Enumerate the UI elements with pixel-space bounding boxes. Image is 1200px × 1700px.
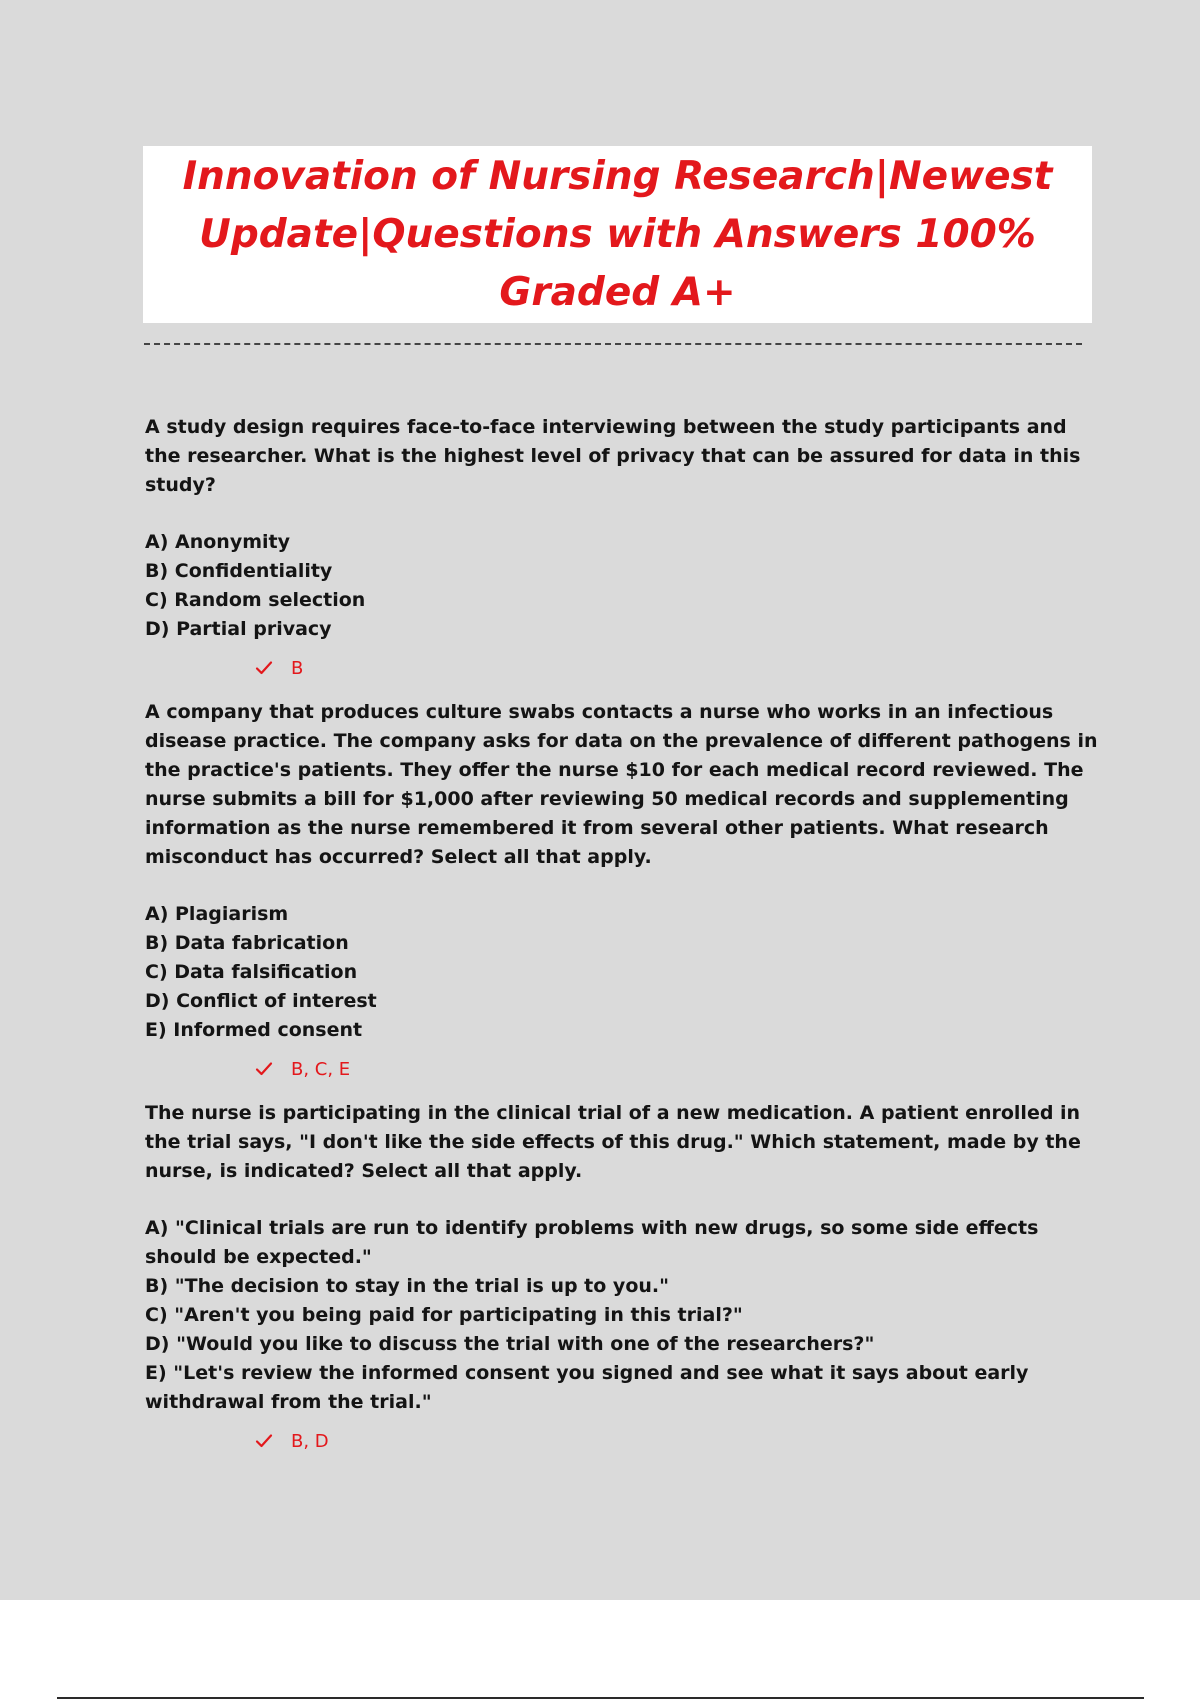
question-3-stem: The nurse is participating in the clinical trial of a new medication. A patient enrolled in the trial says, "I don't like the side effects of this drug." Which statement, made by the nurse, is indicated? Select all that apply. <box>145 1102 1081 1182</box>
question-1 <box>145 413 1105 682</box>
question-3-option-e: E) "Let's review the informed consent you signed and see what it says about early withdrawal from the trial." <box>145 1362 1029 1413</box>
question-2-option-b: B) Data fabrication <box>145 932 349 954</box>
title-divider <box>144 343 1082 345</box>
title-box <box>143 146 1092 323</box>
question-2-stem: A company that produces culture swabs contacts a nurse who works in an infectious disease practice. The company asks for data on the prevalence of different pathogens in the practice's patients. They offer the nurse $10 for each medical record reviewed. The nurse submits a bill for $1,000 after reviewing 50 medical records and supplementing information as the nurse remembered it from several other patients. What research misconduct has occurred? Select all that apply. <box>145 701 1098 868</box>
question-1-answer <box>255 654 1105 682</box>
check-icon <box>255 659 273 677</box>
document-title: Innovation of Nursing Research|Newest Update|Questions with Answers 100% Graded A+ <box>182 153 1053 315</box>
question-1-option-d: D) Partial privacy <box>145 618 332 640</box>
check-icon <box>255 1432 273 1450</box>
question-1-option-a: A) Anonymity <box>145 531 290 553</box>
question-3-options <box>145 1214 1105 1417</box>
question-3-answer-text: B, D <box>291 1430 329 1452</box>
question-2-answer-text: B, C, E <box>291 1058 351 1080</box>
question-list <box>145 413 1105 1455</box>
question-2-option-a: A) Plagiarism <box>145 903 289 925</box>
question-3-answer <box>255 1427 1105 1455</box>
question-2 <box>145 698 1105 1083</box>
question-2-option-e: E) Informed consent <box>145 1019 363 1041</box>
question-2-option-d: D) Conflict of interest <box>145 990 377 1012</box>
question-2-options <box>145 900 1105 1045</box>
question-1-answer-text: B <box>291 657 304 679</box>
question-1-option-b: B) Confidentiality <box>145 560 333 582</box>
question-3-option-d: D) "Would you like to discuss the trial with one of the researchers?" <box>145 1333 875 1355</box>
question-1-option-c: C) Random selection <box>145 589 366 611</box>
question-3-option-c: C) "Aren't you being paid for participating in this trial?" <box>145 1304 743 1326</box>
check-icon <box>255 1060 273 1078</box>
question-1-options <box>145 528 1105 644</box>
question-3-option-b: B) "The decision to stay in the trial is up to you." <box>145 1275 670 1297</box>
question-2-option-c: C) Data falsification <box>145 961 358 983</box>
question-2-answer <box>255 1055 1105 1083</box>
question-3 <box>145 1099 1105 1455</box>
footer-divider <box>57 1697 1144 1699</box>
question-3-option-a: A) "Clinical trials are run to identify problems with new drugs, so some side effects should be expected." <box>145 1217 1039 1268</box>
question-1-stem: A study design requires face-to-face interviewing between the study participants and the researcher. What is the highest level of privacy that can be assured for data in this study? <box>145 416 1081 496</box>
